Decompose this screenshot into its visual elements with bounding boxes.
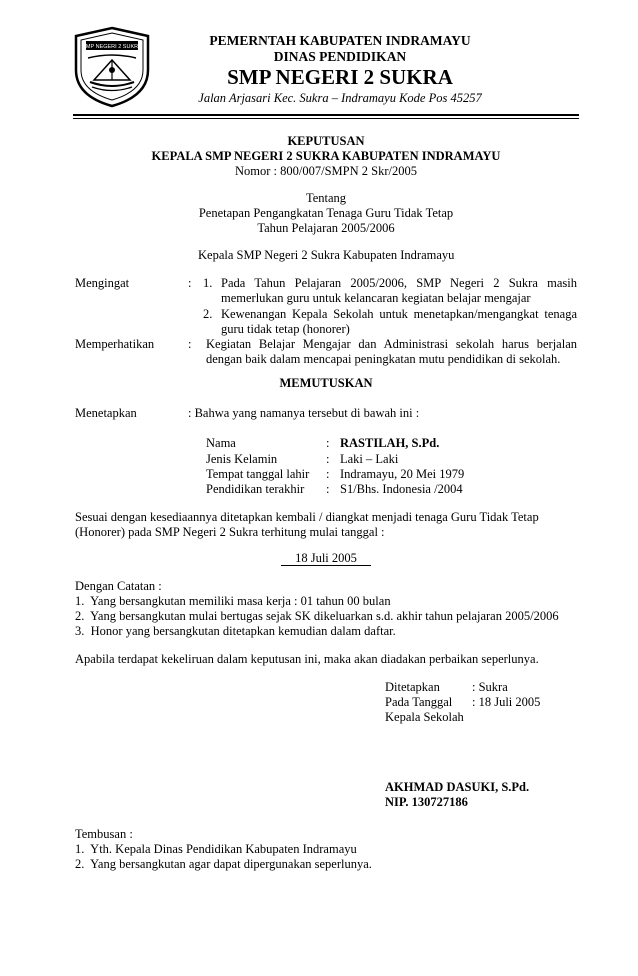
person-label-education: Pendidikan terakhir	[206, 482, 305, 496]
start-date: 18 Juli 2005	[281, 551, 371, 566]
mengingat-item-1-no: 1.	[203, 276, 213, 290]
start-date-wrap	[73, 551, 579, 566]
sign-position: Kepala Sekolah	[385, 710, 464, 724]
about-line-2: Tahun Pelajaran 2005/2006	[257, 221, 395, 235]
mengingat-label: Mengingat	[75, 276, 130, 290]
decree-number: Nomor : 800/007/SMPN 2 Skr/2005	[235, 164, 417, 178]
mengingat-item-2-no: 2.	[203, 307, 213, 321]
person-colon: :	[326, 482, 330, 496]
memperhatikan-label: Memperhatikan	[75, 337, 155, 351]
person-label-name: Nama	[206, 436, 236, 450]
signatory-nip: NIP. 130727186	[385, 795, 468, 809]
memperhatikan-text: Kegiatan Belajar Mengajar dan Administrasi sekolah harus berjalan dengan baik dalam mencapai peningkatan mutu pendidikan di sekolah.	[206, 337, 577, 366]
person-label-gender: Jenis Kelamin	[206, 452, 278, 466]
sign-date-value: : 18 Juli 2005	[472, 695, 541, 709]
signatory-name: AKHMAD DASUKI, S.Pd.	[385, 780, 530, 794]
person-colon: :	[326, 436, 330, 450]
sign-date-label: Pada Tanggal	[385, 695, 453, 709]
header-rule-thick	[73, 114, 579, 116]
menetapkan-intro: : Bahwa yang namanya tersebut di bawah ini :	[188, 406, 420, 420]
note-item: 1. Yang bersangkutan memiliki masa kerja : 01 tahun 00 bulan	[75, 594, 391, 608]
note-item: 2. Yang bersangkutan mulai bertugas sejak SK dikeluarkan s.d. akhir tahun pelajaran 2005/2006	[75, 609, 559, 623]
tembusan-item: 2. Yang bersangkutan agar dapat dipergunakan seperlunya.	[75, 857, 372, 871]
person-label-birth: Tempat tanggal lahir	[206, 467, 310, 481]
about-label: Tentang	[305, 191, 347, 205]
sign-place-label: Ditetapkan	[385, 680, 440, 694]
person-value-name: RASTILAH, S.Pd.	[340, 436, 440, 450]
tembusan-item: 1. Yth. Kepala Dinas Pendidikan Kabupaten Indramayu	[75, 842, 357, 856]
school-address: Jalan Arjasari Kec. Sukra – Indramayu Kode Pos 45257	[198, 91, 482, 105]
sign-place-value: : Sukra	[472, 680, 508, 694]
gov-title: PEMERNTAH KABUPATEN INDRAMAYU	[209, 33, 471, 48]
decree-issuer: KEPALA SMP NEGERI 2 SUKRA KABUPATEN INDRAMAYU	[151, 149, 501, 163]
school-name: SMP NEGERI 2 SUKRA	[227, 65, 453, 89]
person-value-education: S1/Bhs. Indonesia /2004	[340, 482, 463, 496]
tembusan-heading: Tembusan :	[75, 827, 133, 841]
note-item: 3. Honor yang bersangkutan ditetapkan kemudian dalam daftar.	[75, 624, 396, 638]
appointment-statement: Sesuai dengan kesediaannya ditetapkan kembali / diangkat menjadi tenaga Guru Tidak Tetap (Honorer) pada SMP Negeri 2 Sukra terhitung mulai tanggal :	[75, 510, 539, 539]
authority: Kepala SMP Negeri 2 Sukra Kabupaten Indramayu	[198, 248, 455, 262]
person-value-birth: Indramayu, 20 Mei 1979	[340, 467, 465, 481]
correction-clause: Apabila terdapat kekeliruan dalam keputusan ini, maka akan diadakan perbaikan seperlunya.	[75, 652, 539, 666]
mengingat-colon: :	[188, 276, 192, 290]
about-line-1: Penetapan Pengangkatan Tenaga Guru Tidak Tetap	[198, 206, 454, 220]
mengingat-item-1-text: Pada Tahun Pelajaran 2005/2006, SMP Negeri 2 Sukra masih memerlukan guru untuk kelancaran kegiatan belajar mengajar	[221, 276, 577, 305]
mengingat-item-2-text: Kewenangan Kepala Sekolah untuk menetapkan/mengangkat tenaga guru tidak tetap (honorer)	[221, 307, 577, 336]
menetapkan-label: Menetapkan	[75, 406, 137, 420]
notes-heading: Dengan Catatan :	[75, 579, 162, 593]
header-rule-thin	[73, 118, 579, 119]
person-colon: :	[326, 467, 330, 481]
memperhatikan-colon: :	[188, 337, 192, 351]
person-colon: :	[326, 452, 330, 466]
logo-text: SMP NEGERI 2 SUKRA	[82, 44, 142, 50]
memutuskan-heading: MEMUTUSKAN	[279, 376, 373, 390]
department-title: DINAS PENDIDIKAN	[273, 49, 407, 64]
decree-title: KEPUTUSAN	[287, 134, 365, 148]
person-value-gender: Laki – Laki	[340, 452, 399, 466]
